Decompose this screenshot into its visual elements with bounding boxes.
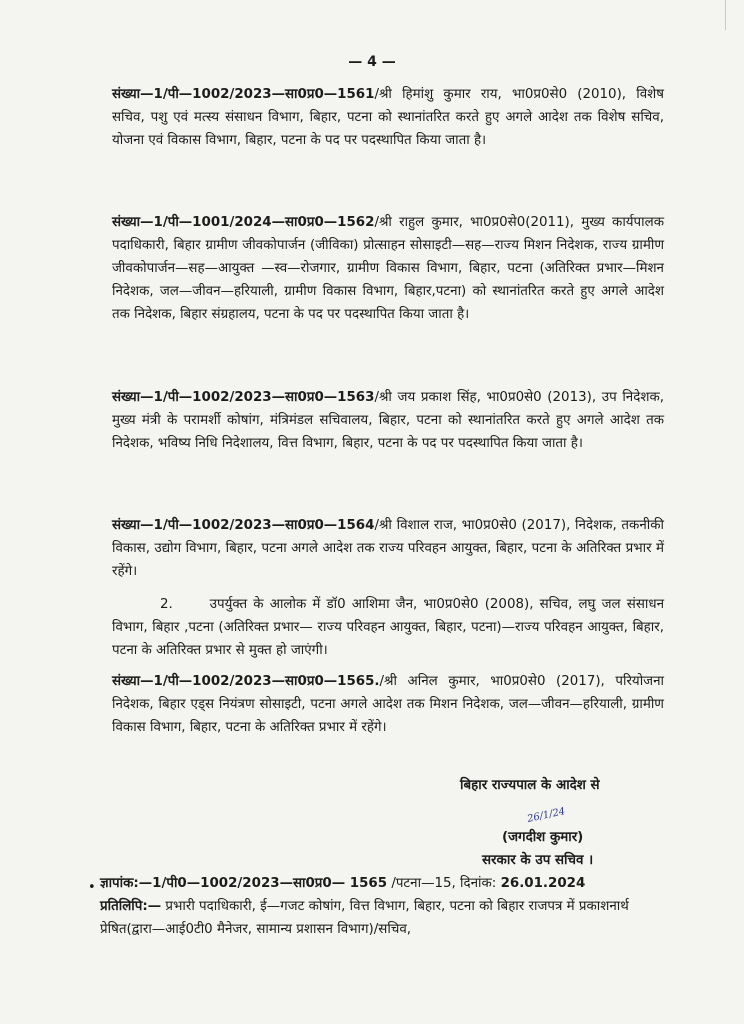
order-ref: संख्या—1/पी—1001/2024—सा0प्र0—1562	[112, 215, 375, 230]
copy-text: प्रभारी पदाधिकारी, ई—गजट कोषांग, वित्त विभाग, बिहार, पटना को बिहार राजपत्र में प्रकाशनार्थ प्रेषित(द्वारा—आई0टी0 मैनेजर, सामान्य प्रशासन विभाग)/सचिव,	[100, 899, 629, 937]
memo-date: 26.01.2024	[500, 876, 586, 891]
memo-ref: ज्ञापांक:—1/पी0—1002/2023—सा0प्र0— 1565	[100, 876, 388, 891]
page-edge-mark	[725, 0, 726, 30]
order-text: /श्री अनिल कुमार, भा0प्र0से0 (2017), परियोजना निदेशक, बिहार एड्स नियंत्रण सोसाइटी, पटना अगले आदेश तक मिशन निदेशक, जल—जीवन—हरियाली, ग्रामीण विकास विभाग, बिहार, पटना के अतिरिक्त प्रभार में रहेंगे।	[112, 674, 664, 735]
point-text: उपर्युक्त के आलोक में डॉ0 आशिमा जैन, भा0प्र0से0 (2008), सचिव, लघु जल संसाधन विभाग, बिहार ,पटना (अतिरिक्त प्रभार— राज्य परिवहन आयुक्त, बिहार, पटना)—राज्य परिवहन आयुक्त, बिहार, पटना के अतिरिक्त प्रभार से मुक्त हो जाएंगी।	[112, 597, 664, 658]
bullet-dot: •	[88, 880, 96, 895]
order-text: /श्री राहुल कुमार, भा0प्र0से0(2011), मुख्य कार्यपालक पदाधिकारी, बिहार ग्रामीण जीवकोपार्जन (जीविका) प्रोत्साहन सोसाइटी—सह—राज्य मिशन निदेशक, राज्य ग्रामीण जीवकोपार्जन—सह—आयुक्त —स्व—रोजगार, ग्रामीण विकास विभाग, बिहार, पटना (अतिरिक्त प्रभार—मिशन निदेशक, जल—जीवन—हरियाली, ग्रामीण विकास विभाग, बिहार,पटना) को स्थानांतरित करते हुए अगले आदेश तक निदेशक, बिहार संग्रहालय, पटना के पद पर पदस्थापित किया जाता है।	[112, 215, 664, 322]
order-ref: संख्या—1/पी—1002/2023—सा0प्र0—1565.	[112, 674, 380, 689]
order-text: /श्री विशाल राज, भा0प्र0से0 (2017), निदेशक, तकनीकी विकास, उद्योग विभाग, बिहार, पटना अगले आदेश तक राज्य परिवहन आयुक्त, बिहार, पटना के अतिरिक्त प्रभार में रहेंगे।	[112, 518, 664, 579]
order-1564	[112, 514, 664, 583]
signatory-name: (जगदीश कुमार)	[502, 830, 584, 845]
order-1562	[112, 211, 664, 326]
order-text: /श्री जय प्रकाश सिंह, भा0प्र0से0 (2013), उप निदेशक, मुख्य मंत्री के परामर्शी कोषांग, मंत्रिमंडल सचिवालय, बिहार, पटना को स्थानांतरित करते हुए अगले आदेश तक निदेशक, भविष्य निधि निदेशालय, वित्त विभाग, बिहार, पटना के पद पर पदस्थापित किया जाता है।	[112, 390, 664, 451]
memo-place: /पटना—15, दिनांक:	[387, 876, 501, 891]
order-text: /श्री हिमांशु कुमार राय, भा0प्र0से0 (2010), विशेष सचिव, पशु एवं मत्स्य संसाधन विभाग, बिहार, पटना को स्थानांतरित करते हुए अगले आदेश तक विशेष सचिव, योजना एवं विकास विभाग, बिहार, पटना के पद पर पदस्थापित किया जाता है।	[112, 87, 664, 148]
point-number: 2.	[160, 597, 173, 612]
order-ref: संख्या—1/पी—1002/2023—सा0प्र0—1563	[112, 390, 375, 405]
point-2	[112, 593, 664, 662]
signatory-designation: सरकार के उप सचिव ।	[482, 853, 594, 868]
governor-order-line: बिहार राज्यपाल के आदेश से	[460, 778, 600, 793]
order-ref: संख्या—1/पी—1002/2023—सा0प्र0—1564	[112, 518, 375, 533]
copy-label: प्रतिलिपि:—	[100, 899, 162, 914]
order-1561	[112, 83, 664, 152]
page-number: — 4 —	[348, 54, 396, 70]
order-ref: संख्या—1/पी—1002/2023—सा0प्र0—1561	[112, 87, 375, 102]
order-1563	[112, 386, 664, 455]
signature-initials: 26/1/24	[526, 806, 567, 825]
order-1565	[112, 670, 664, 739]
memo-block	[100, 872, 662, 941]
